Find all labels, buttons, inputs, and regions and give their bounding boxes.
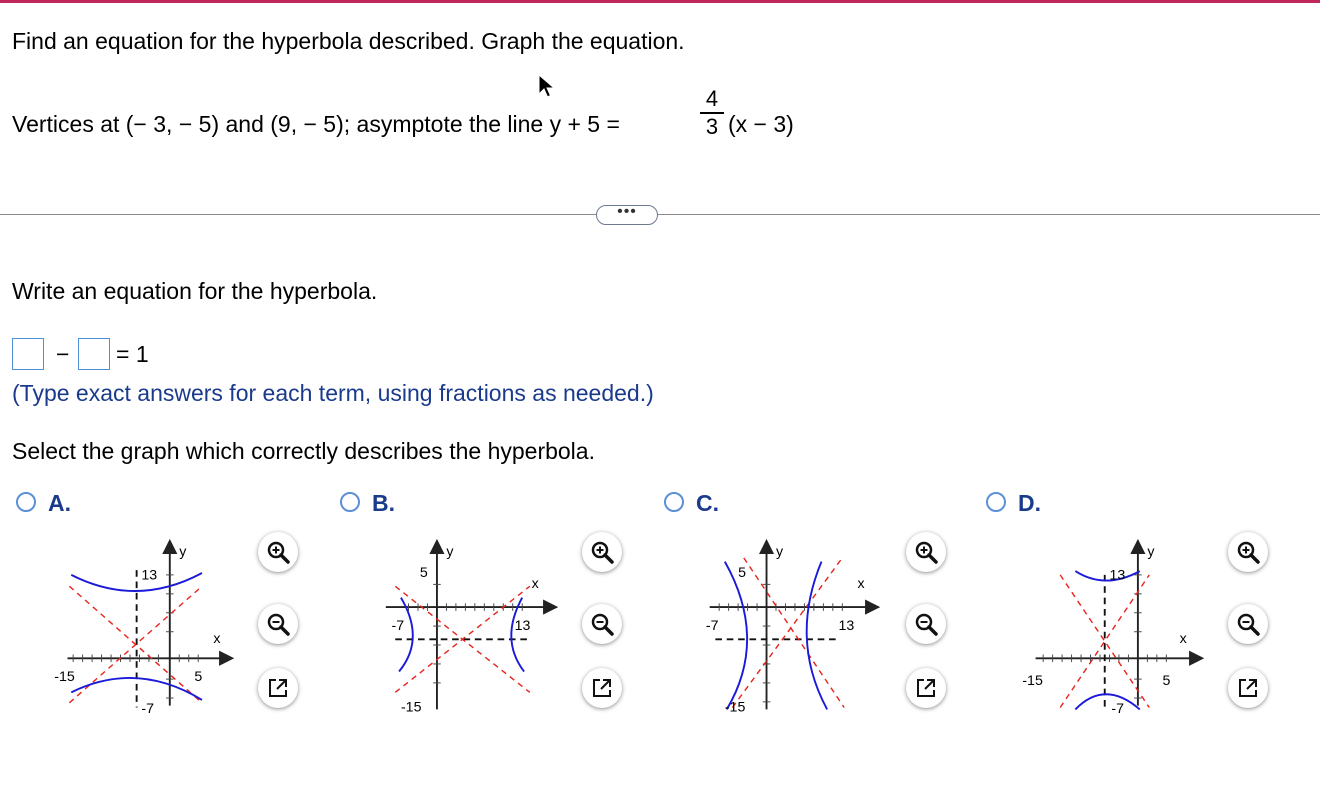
x-axis-label: x	[1179, 631, 1187, 648]
tick-label: 5	[738, 564, 747, 581]
part1-prompt: Write an equation for the hyperbola.	[12, 278, 378, 304]
zoom-in-button-c[interactable]	[906, 532, 946, 572]
graph-c	[704, 532, 884, 722]
fraction-denominator: 3	[705, 114, 719, 139]
hyperbola-upper-branch	[1075, 571, 1139, 580]
tick-label: 13	[514, 617, 531, 634]
radio-c[interactable]	[664, 492, 684, 512]
given-suffix: (x − 3)	[728, 111, 794, 137]
tick-label: -7	[705, 617, 719, 634]
hyperbola-lower-branch	[1075, 694, 1139, 709]
top-border	[0, 0, 1320, 3]
equation-equals-one: = 1	[116, 341, 149, 367]
answer-box-1[interactable]	[12, 338, 44, 370]
expand-button-c[interactable]	[906, 668, 946, 708]
zoom-out-button-b[interactable]	[582, 604, 622, 644]
tick-label: 13	[838, 617, 855, 634]
zoom-out-button-c[interactable]	[906, 604, 946, 644]
equation-minus: −	[56, 341, 70, 367]
option-a-label: A.	[48, 490, 71, 516]
graph-b	[382, 532, 562, 722]
x-axis-label: x	[213, 631, 221, 648]
tick-label: -15	[54, 669, 75, 685]
y-axis-label: y	[776, 543, 784, 560]
zoom-out-button-d[interactable]	[1228, 604, 1268, 644]
tick-label: 13	[1109, 567, 1126, 584]
part2-prompt: Select the graph which correctly describes the hyperbola.	[12, 438, 595, 464]
option-c-label: C.	[696, 490, 719, 516]
hyperbola-right-branch	[807, 562, 827, 710]
radio-b[interactable]	[340, 492, 360, 512]
section-divider	[0, 214, 1320, 215]
graph-a	[54, 532, 238, 722]
hyperbola-left-branch	[725, 562, 747, 710]
question-instruction: Find an equation for the hyperbola described. Graph the equation.	[12, 28, 685, 54]
radio-d[interactable]	[986, 492, 1006, 512]
more-button[interactable]: •••	[596, 205, 658, 225]
zoom-in-button-b[interactable]	[582, 532, 622, 572]
y-axis-label: y	[446, 543, 454, 560]
tick-label: 13	[141, 567, 158, 584]
expand-button-b[interactable]	[582, 668, 622, 708]
tick-label: -15	[400, 699, 422, 716]
given-prefix: Vertices at (− 3, − 5) and (9, − 5); asymptote the line y + 5 =	[12, 111, 620, 137]
zoom-out-button-a[interactable]	[258, 604, 298, 644]
option-d-label: D.	[1018, 490, 1041, 516]
x-axis-label: x	[531, 576, 539, 593]
y-axis-label: y	[1147, 543, 1155, 560]
expand-button-a[interactable]	[258, 668, 298, 708]
asymptote-1	[744, 558, 844, 708]
zoom-in-button-a[interactable]	[258, 532, 298, 572]
x-axis-label: x	[857, 576, 865, 593]
y-axis-label: y	[179, 543, 187, 560]
tick-label: 5	[1162, 672, 1171, 689]
asymptote-2	[732, 558, 842, 708]
tick-label: 5	[194, 669, 203, 685]
tick-label: -15	[724, 699, 746, 716]
slope-fraction	[698, 86, 726, 140]
option-b-label: B.	[372, 490, 395, 516]
radio-a[interactable]	[16, 492, 36, 512]
hyperbola-left-branch	[399, 598, 413, 672]
question-given	[12, 111, 620, 138]
tick-label: -7	[391, 617, 405, 634]
answer-box-2[interactable]	[78, 338, 110, 370]
tick-label: -7	[1111, 701, 1125, 718]
answer-hint: (Type exact answers for each term, using fractions as needed.)	[12, 380, 654, 406]
graph-d	[1022, 532, 1208, 722]
expand-button-d[interactable]	[1228, 668, 1268, 708]
tick-label: -15	[1022, 672, 1043, 689]
tick-label: 5	[419, 564, 428, 581]
fraction-numerator: 4	[705, 86, 719, 111]
zoom-in-button-d[interactable]	[1228, 532, 1268, 572]
mouse-cursor-icon	[538, 74, 556, 105]
tick-label: -7	[141, 701, 155, 718]
